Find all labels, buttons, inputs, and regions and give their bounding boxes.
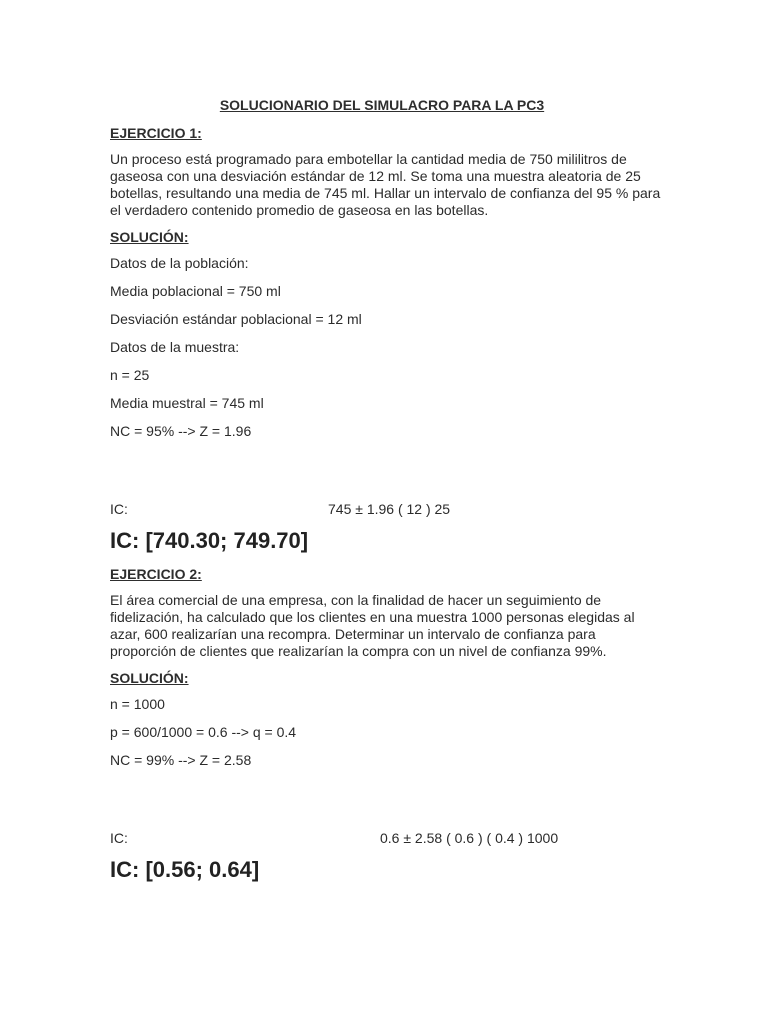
exercise-2-result: IC: [0.56; 0.64] bbox=[110, 857, 260, 882]
exercise-1-line: Desviación estándar poblacional = 12 ml bbox=[110, 311, 362, 327]
exercise-2-ic-expression: 0.6 ± 2.58 ( 0.6 ) ( 0.4 ) 1000 bbox=[380, 830, 559, 846]
exercise-1-result: IC: [740.30; 749.70] bbox=[110, 528, 309, 553]
exercise-2-statement: El área comercial de una empresa, con la finalidad de hacer un seguimiento de fidelización, ha calculado que los clientes en una muestra 1000 personas elegidas al azar, 600 realizarían una recompra. Determinar un intervalo de confianza para proporción de clientes que realizarían la compra con un nivel de confianza 99%. bbox=[110, 592, 635, 659]
exercise-2-line: p = 600/1000 = 0.6 --> q = 0.4 bbox=[110, 724, 297, 740]
exercise-1-ic-expression: 745 ± 1.96 ( 12 ) 25 bbox=[328, 501, 451, 517]
exercise-2-heading: EJERCICIO 2: bbox=[110, 566, 202, 582]
exercise-1-statement: Un proceso está programado para embotellar la cantidad media de 750 mililitros de gaseosa con una desviación estándar de 12 ml. Se toma una muestra aleatoria de 25 botellas, resultando una media de 745 ml. Hallar un intervalo de confianza del 95 % para el verdadero contenido promedio de gaseosa en las botellas. bbox=[110, 151, 661, 218]
spacer bbox=[110, 451, 668, 501]
exercise-1-ic-row bbox=[110, 501, 668, 518]
exercise-2-solution-heading: SOLUCIÓN: bbox=[110, 670, 189, 686]
exercise-1-line: NC = 95% --> Z = 1.96 bbox=[110, 423, 252, 439]
exercise-2-ic-row bbox=[110, 830, 668, 847]
exercise-2-ic-label: IC: bbox=[110, 830, 128, 846]
document-title: SOLUCIONARIO DEL SIMULACRO PARA LA PC3 bbox=[219, 97, 545, 113]
exercise-1-line: Datos de la población: bbox=[110, 255, 249, 271]
exercise-1-line: Media muestral = 745 ml bbox=[110, 395, 264, 411]
exercise-1-line: Media poblacional = 750 ml bbox=[110, 283, 281, 299]
exercise-1-heading: EJERCICIO 1: bbox=[110, 125, 202, 141]
exercise-1-solution-heading: SOLUCIÓN: bbox=[110, 229, 189, 245]
exercise-1-line: n = 25 bbox=[110, 367, 150, 383]
exercise-1-line: Datos de la muestra: bbox=[110, 339, 240, 355]
exercise-1-ic-label: IC: bbox=[110, 501, 128, 517]
exercise-2-line: NC = 99% --> Z = 2.58 bbox=[110, 752, 252, 768]
spacer bbox=[110, 780, 668, 830]
exercise-2-line: n = 1000 bbox=[110, 696, 165, 712]
